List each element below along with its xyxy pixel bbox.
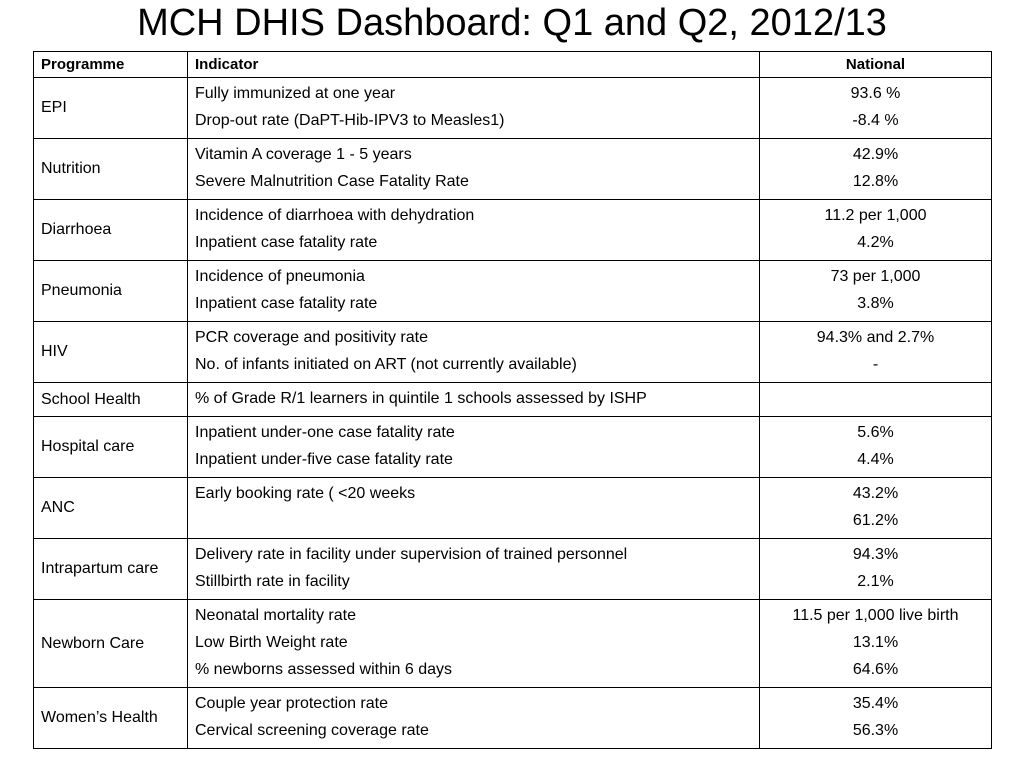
indicator-label: Early booking rate ( <20 weeks xyxy=(195,485,416,502)
indicator-cell xyxy=(188,383,760,417)
national-value: 11.5 per 1,000 live birth xyxy=(792,607,959,624)
national-value: 2.1% xyxy=(857,573,894,590)
national-value-cell xyxy=(760,322,992,383)
indicator-label: Low Birth Weight rate xyxy=(195,634,348,651)
indicator-cell xyxy=(188,261,760,322)
indicator-cell xyxy=(188,539,760,600)
indicator-label: Incidence of diarrhoea with dehydration xyxy=(195,207,475,224)
table-row xyxy=(34,261,992,322)
table-row xyxy=(34,688,992,749)
indicator-cell xyxy=(188,200,760,261)
table-row xyxy=(34,200,992,261)
national-value: 64.6% xyxy=(852,661,899,678)
indicator-label: Neonatal mortality rate xyxy=(195,607,356,624)
national-value-cell xyxy=(760,539,992,600)
programme-cell: School Health xyxy=(34,383,188,417)
national-value: 5.6% xyxy=(857,424,894,441)
indicator-label: % newborns assessed within 6 days xyxy=(195,661,453,678)
programme-cell: Newborn Care xyxy=(34,600,188,688)
table-row xyxy=(34,383,992,417)
dashboard-table xyxy=(33,51,992,749)
indicator-label: Inpatient case fatality rate xyxy=(195,234,378,251)
national-value: 94.3% and 2.7% xyxy=(816,329,935,346)
table-row xyxy=(34,322,992,383)
national-value-cell xyxy=(760,600,992,688)
table-body xyxy=(34,78,992,749)
programme-cell: EPI xyxy=(34,78,188,139)
national-value-cell xyxy=(760,417,992,478)
national-value: 13.1% xyxy=(852,634,899,651)
table-header-row xyxy=(34,52,992,78)
header-national: National xyxy=(760,52,992,78)
indicator-cell xyxy=(188,688,760,749)
national-value-cell xyxy=(760,78,992,139)
indicator-label: Vitamin A coverage 1 - 5 years xyxy=(195,146,412,163)
programme-cell: Hospital care xyxy=(34,417,188,478)
national-value-cell xyxy=(760,200,992,261)
national-value: 11.2 per 1,000 xyxy=(824,207,927,224)
national-value-cell xyxy=(760,383,992,417)
national-value: 3.8% xyxy=(857,295,894,312)
indicator-label: Inpatient under-five case fatality rate xyxy=(195,451,453,468)
indicator-label: Stillbirth rate in facility xyxy=(195,573,350,590)
header-indicator: Indicator xyxy=(188,52,760,78)
indicator-cell xyxy=(188,600,760,688)
indicator-label: Inpatient case fatality rate xyxy=(195,295,378,312)
table-row xyxy=(34,600,992,688)
national-value: 35.4% xyxy=(852,695,899,712)
table-row xyxy=(34,539,992,600)
programme-cell: ANC xyxy=(34,478,188,539)
national-value: 42.9% xyxy=(852,146,899,163)
table-row xyxy=(34,417,992,478)
indicator-label: % of Grade R/1 learners in quintile 1 schools assessed by ISHP xyxy=(195,390,647,407)
page-title: MCH DHIS Dashboard: Q1 and Q2, 2012/13 xyxy=(137,2,887,44)
indicator-cell xyxy=(188,78,760,139)
programme-cell: Intrapartum care xyxy=(34,539,188,600)
programme-cell: Pneumonia xyxy=(34,261,188,322)
national-value: -8.4 % xyxy=(852,112,899,129)
national-value: - xyxy=(872,356,879,373)
header-programme: Programme xyxy=(34,52,188,78)
national-value: 12.8% xyxy=(852,173,899,190)
table-row xyxy=(34,139,992,200)
programme-cell: Women’s Health xyxy=(34,688,188,749)
indicator-cell xyxy=(188,417,760,478)
table-row xyxy=(34,478,992,539)
indicator-label: No. of infants initiated on ART (not currently available) xyxy=(195,356,577,373)
national-value: 43.2% xyxy=(852,485,899,502)
national-value-cell xyxy=(760,478,992,539)
indicator-label: Cervical screening coverage rate xyxy=(195,722,429,739)
indicator-label: PCR coverage and positivity rate xyxy=(195,329,428,346)
indicator-label: Severe Malnutrition Case Fatality Rate xyxy=(195,173,469,190)
indicator-cell xyxy=(188,139,760,200)
indicator-label: Inpatient under-one case fatality rate xyxy=(195,424,455,441)
national-value: 93.6 % xyxy=(850,85,901,102)
national-value: 94.3% xyxy=(852,546,899,563)
indicator-label xyxy=(195,507,752,534)
indicator-label: Fully immunized at one year xyxy=(195,85,396,102)
national-value-cell xyxy=(760,261,992,322)
programme-cell: Nutrition xyxy=(34,139,188,200)
programme-cell: HIV xyxy=(34,322,188,383)
indicator-cell xyxy=(188,478,760,539)
indicator-label: Incidence of pneumonia xyxy=(195,268,365,285)
national-value-cell xyxy=(760,688,992,749)
indicator-label: Delivery rate in facility under supervision of trained personnel xyxy=(195,546,628,563)
indicator-label: Couple year protection rate xyxy=(195,695,388,712)
national-value: 56.3% xyxy=(852,722,899,739)
indicator-cell xyxy=(188,322,760,383)
national-value xyxy=(767,385,984,412)
national-value: 4.2% xyxy=(857,234,894,251)
national-value: 4.4% xyxy=(857,451,894,468)
national-value-cell xyxy=(760,139,992,200)
indicator-label: Drop-out rate (DaPT-Hib-IPV3 to Measles1) xyxy=(195,112,505,129)
national-value: 73 per 1,000 xyxy=(830,268,921,285)
national-value: 61.2% xyxy=(852,512,899,529)
table-row xyxy=(34,78,992,139)
programme-cell: Diarrhoea xyxy=(34,200,188,261)
